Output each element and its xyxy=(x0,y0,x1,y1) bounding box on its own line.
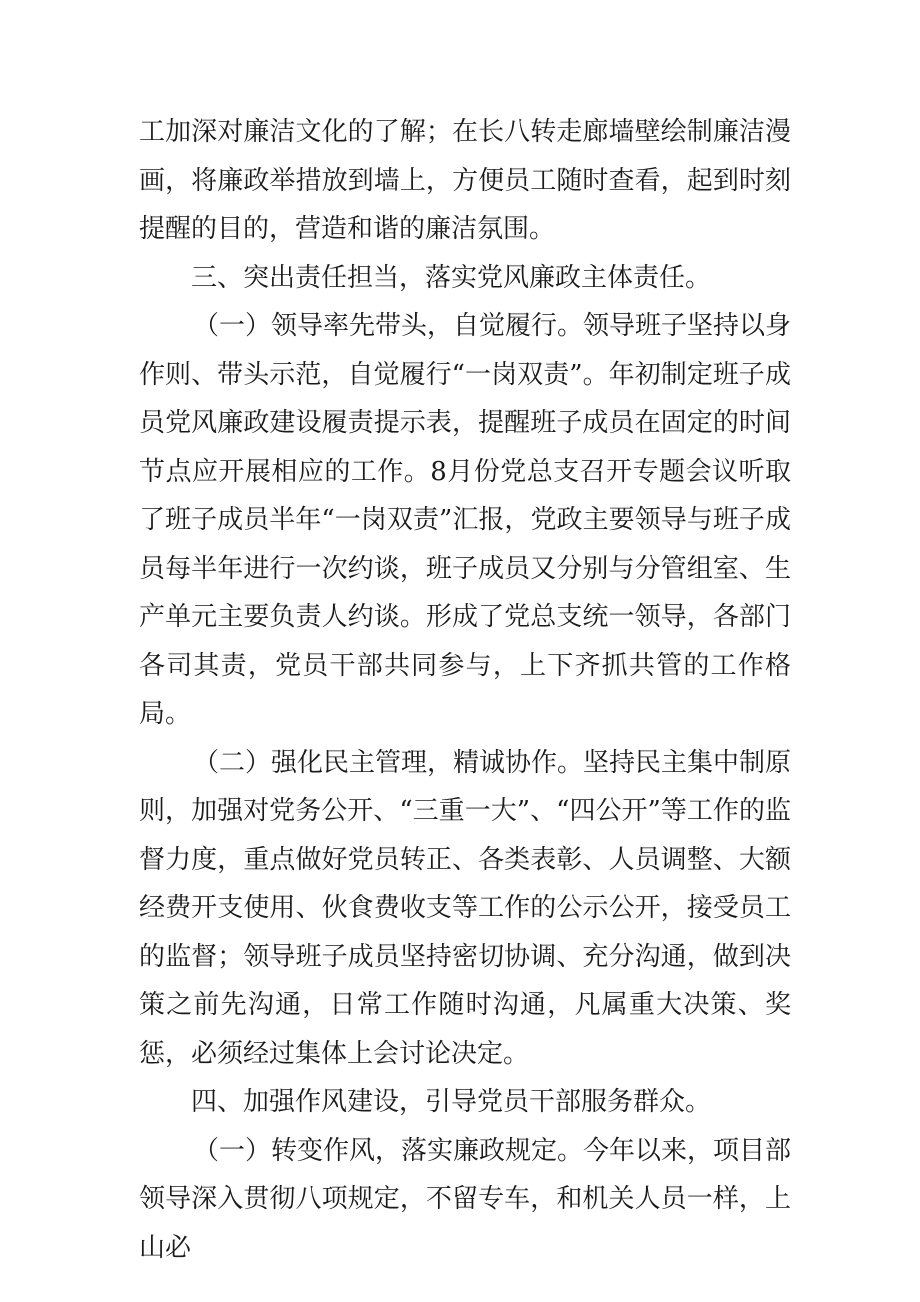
document-body xyxy=(139,108,791,1272)
paragraph-democratic-management: （二）强化民主管理，精诚协作。坚持民主集中制原则，加强对党务公开、“三重一大”、“四公开”等工作的监督力度，重点做好党员转正、各类表彰、人员调整、大额经费开支使用、伙食费收支等工作的公示公开，接受员工的监督；领导班子成员坚持密切协调、充分沟通，做到决策之前先沟通，日常工作随时沟通，凡属重大决策、奖惩，必须经过集体上会讨论决定。 xyxy=(139,747,792,1069)
section-heading-three: 三、突出责任担当，落实党风廉政主体责任。 xyxy=(191,262,712,293)
paragraph-work-style: （一）转变作风，落实廉政规定。今年以来，项目部领导深入贯彻八项规定，不留专车，和机关人员一样，上山必 xyxy=(139,1135,792,1263)
paragraph-continuation: 工加深对廉洁文化的了解；在长八转走廊墙壁绘制廉洁漫画，将廉政举措放到墙上，方便员工随时查看，起到时刻提醒的目的，营造和谐的廉洁氛围。 xyxy=(139,117,791,244)
section-heading-four: 四、加强作风建设，引导党员干部服务群众。 xyxy=(191,1087,712,1117)
paragraph-leadership: （一）领导率先带头，自觉履行。领导班子坚持以身作则、带头示范，自觉履行“一岗双责”。年初制定班子成员党风廉政建设履责提示表，提醒班子成员在固定的时间节点应开展相应的工作。8月份党总支召开专题会议听取了班子成员半年“一岗双责”汇报，党政主要领导与班子成员每半年进行一次约谈，班子成员又分别与分管组室、生产单元主要负责人约谈。形成了党总支统一领导，各部门各司其责，党员干部共同参与，上下齐抓共管的工作格局。 xyxy=(139,311,792,729)
